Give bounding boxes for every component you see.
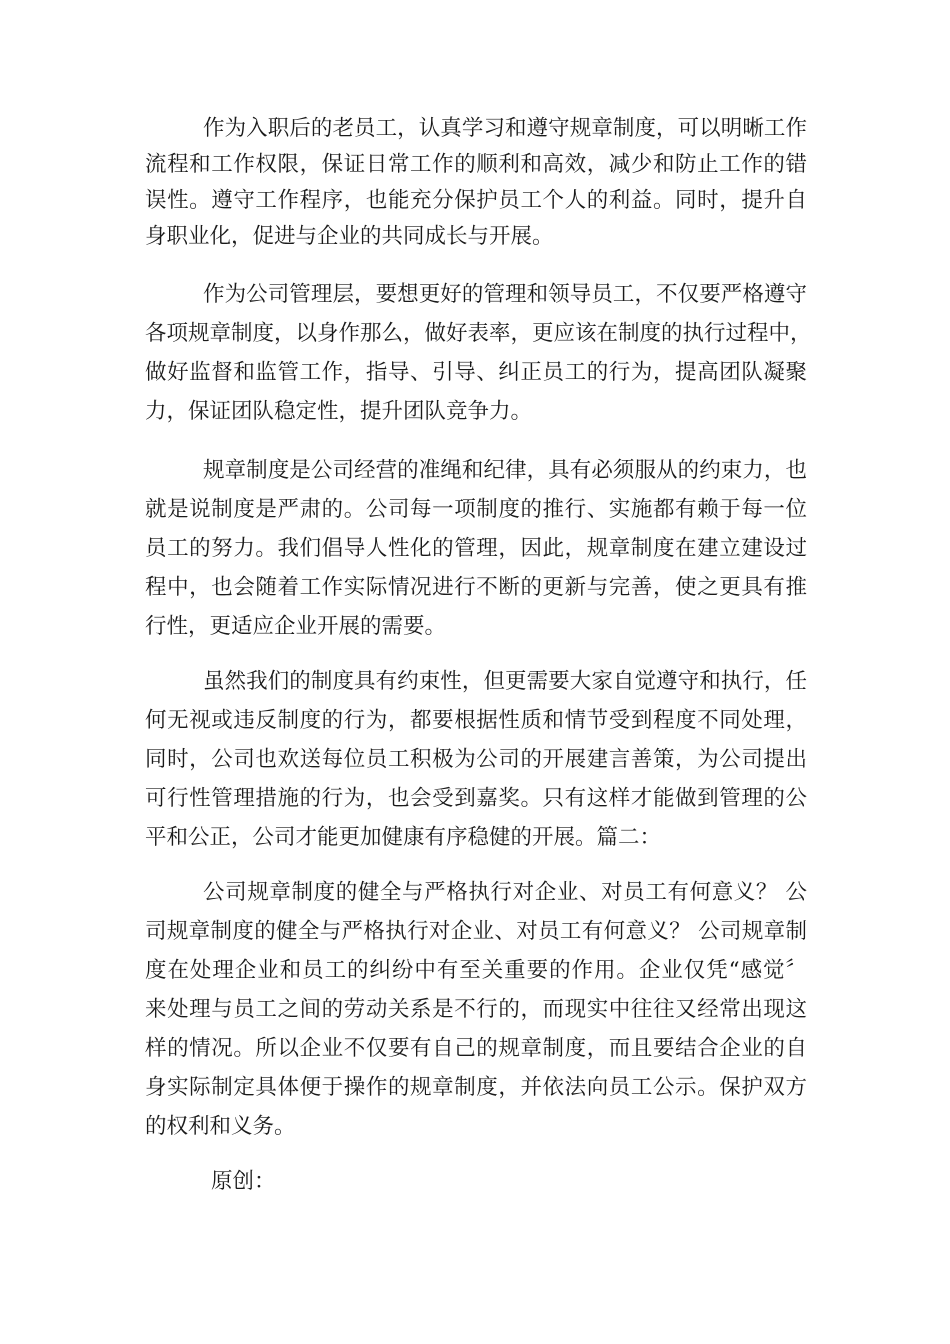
paragraph-1-line-3: 误性。遵守工作程序，也能充分保护员工个人的利益。同时，提升自 <box>145 188 807 213</box>
paragraph-5-line-5: 样的情况。所以企业不仅要有自己的规章制度，而且要结合企业的自 <box>145 1036 807 1061</box>
paragraph-3-line-2: 就是说制度是严肃的。公司每一项制度的推行、实施都有赖于每一位 <box>145 497 807 522</box>
paragraph-1-line-2: 流程和工作权限，保证日常工作的顺利和高效，减少和防止工作的错 <box>145 152 807 177</box>
paragraph-2-line-3: 做好监督和监管工作，指导、引导、纠正员工的行为，提高团队凝聚 <box>145 360 807 385</box>
paragraph-4-line-3: 同时，公司也欢送每位员工积极为公司的开展建言善策，为公司提出 <box>145 747 807 772</box>
paragraph-4-line-2: 何无视或违反制度的行为，都要根据性质和情节受到程度不同处理， <box>145 708 807 733</box>
paragraph-1-line-1: 作为入职后的老员工，认真学习和遵守规章制度，可以明晰工作 <box>203 116 807 141</box>
paragraph-5-line-1: 公司规章制度的健全与严格执行对企业、对员工有何意义？ 公 <box>203 880 807 905</box>
paragraph-6-line-1: 原创： <box>211 1169 276 1194</box>
paragraph-5-line-3: 度在处理企业和员工的纠纷中有至关重要的作用。企业仅凭“感觉〞 <box>145 958 807 983</box>
paragraph-4-line-5: 平和公正，公司才能更加健康有序稳健的开展。篇二： <box>145 825 662 850</box>
paragraph-2-line-1: 作为公司管理层，要想更好的管理和领导员工，不仅要严格遵守 <box>203 282 807 307</box>
paragraph-4-line-4: 可行性管理措施的行为，也会受到嘉奖。只有这样才能做到管理的公 <box>145 786 807 811</box>
paragraph-2-line-2: 各项规章制度，以身作那么，做好表率，更应该在制度的执行过程中， <box>145 321 812 346</box>
paragraph-3-line-3: 员工的努力。我们倡导人性化的管理，因此，规章制度在建立建设过 <box>145 536 807 561</box>
paragraph-5-line-2: 司规章制度的健全与严格执行对企业、对员工有何意义？ 公司规章制 <box>145 919 807 944</box>
paragraph-2-line-4: 力，保证团队稳定性，提升团队竞争力。 <box>145 399 533 424</box>
paragraph-3-line-4: 程中，也会随着工作实际情况进行不断的更新与完善，使之更具有推 <box>145 575 807 600</box>
paragraph-3-line-1: 规章制度是公司经营的准绳和纪律，具有必须服从的约束力，也 <box>203 458 807 483</box>
paragraph-5-line-4: 来处理与员工之间的劳动关系是不行的，而现实中往往又经常出现这 <box>145 997 807 1022</box>
paragraph-5-line-6: 身实际制定具体便于操作的规章制度，并依法向员工公示。保护双方 <box>145 1075 807 1100</box>
paragraph-4-line-1: 虽然我们的制度具有约束性，但更需要大家自觉遵守和执行，任 <box>203 669 807 694</box>
paragraph-3-line-5: 行性，更适应企业开展的需要。 <box>145 614 447 639</box>
paragraph-1-line-4: 身职业化，促进与企业的共同成长与开展。 <box>145 224 554 249</box>
paragraph-5-line-7: 的权利和义务。 <box>145 1114 296 1139</box>
